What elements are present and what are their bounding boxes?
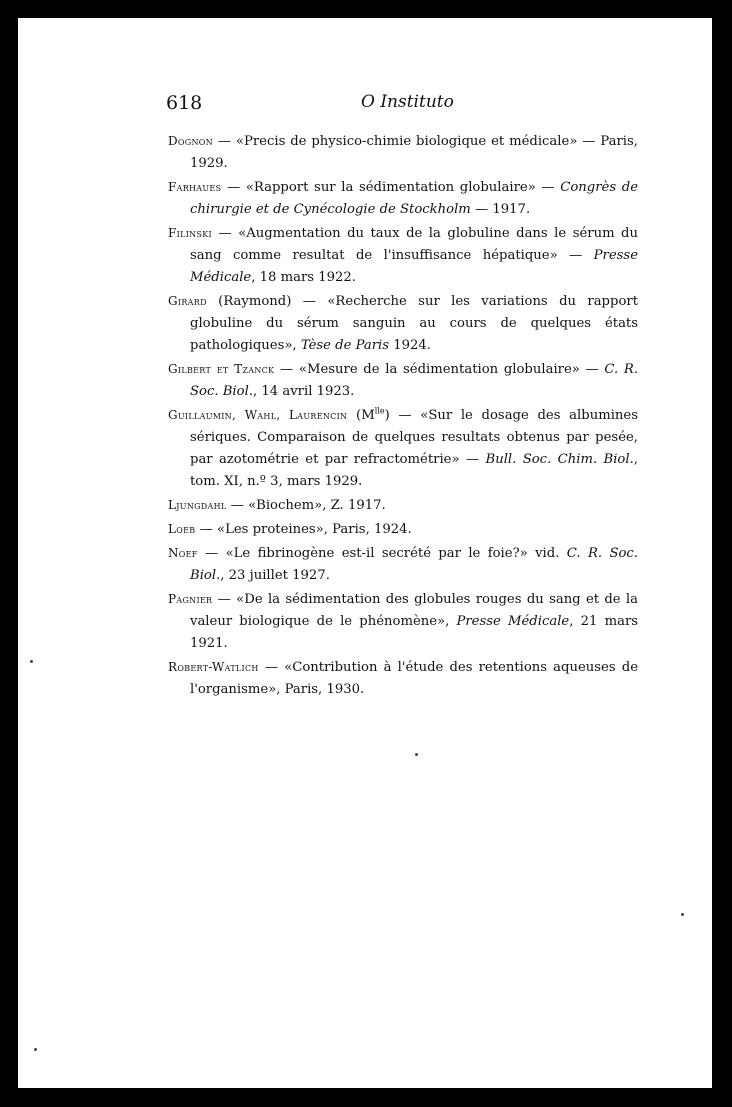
reference-text: (Raymond) — «Recherche sur les variations du rapport globuline du sérum sanguin au cours de quelques états pathologiques», — [190, 294, 638, 353]
reference-entry — [168, 518, 638, 541]
reference-text: — «Mesure de la sédimentation globulaire» — — [274, 362, 605, 377]
reference-source-title: Congrès de chirurgie et de Cynécologie de Stockholm — [190, 180, 638, 217]
print-speck — [30, 660, 33, 663]
reference-text: — «Les proteines», Paris, 1924. — [195, 522, 412, 537]
reference-text: — «Biochem», Z. 1917. — [226, 498, 386, 513]
reference-author: Farhaues — [168, 180, 222, 194]
document-page — [18, 18, 712, 1088]
reference-text: (M — [347, 408, 375, 423]
reference-source-title: Bull. Soc. Chim. Biol. — [485, 452, 634, 467]
reference-source-title: Presse Médicale — [456, 614, 570, 629]
reference-entry — [168, 542, 638, 587]
print-speck — [681, 913, 684, 916]
reference-author: Girard — [168, 294, 207, 308]
reference-entry — [168, 494, 638, 517]
reference-text: , 21 mars 1921. — [190, 614, 639, 651]
reference-entry — [168, 588, 638, 655]
reference-author: Noef — [168, 546, 198, 560]
reference-text: lle — [374, 406, 385, 416]
reference-source-title: Tèse de Paris — [300, 338, 390, 353]
reference-entry — [168, 358, 638, 403]
reference-source-title: C. R. Soc. Biol. — [190, 546, 638, 583]
reference-source-title: Presse Médicale — [190, 248, 638, 285]
bibliography-list — [168, 130, 638, 702]
print-speck — [415, 753, 418, 756]
print-speck — [34, 1048, 37, 1051]
reference-author: Robert-Watlich — [168, 660, 259, 674]
reference-entry — [168, 176, 638, 221]
reference-text: , 14 avril 1923. — [253, 384, 355, 399]
reference-entry — [168, 290, 638, 357]
reference-text: , tom. XI, n.º 3, mars 1929. — [190, 452, 638, 489]
reference-author: Gilbert et Tzanck — [168, 362, 275, 376]
reference-author: Pagnier — [168, 592, 213, 606]
reference-entry — [168, 222, 638, 289]
reference-author: Guillaumin, Wahl, Laurencin — [168, 408, 348, 422]
page-number: 618 — [166, 92, 203, 114]
reference-text: — «Rapport sur la sédimentation globulaire» — — [221, 180, 561, 195]
reference-entry — [168, 404, 638, 493]
reference-text: — «Precis de physico-chimie biologique et médicale» — Paris, 1929. — [190, 134, 638, 171]
reference-text: — «Le fibrinogène est-il secrété par le foie?» vid. — [197, 546, 567, 561]
running-title: O Instituto — [361, 92, 454, 112]
reference-author: Dognon — [168, 134, 213, 148]
reference-author: Loeb — [168, 522, 196, 536]
reference-entry — [168, 656, 638, 701]
reference-text: — «Augmentation du taux de la globuline dans le sérum du sang comme resultat de l'insuffisance hépatique» — — [190, 226, 638, 263]
reference-entry — [168, 130, 638, 175]
reference-text: — 1917. — [470, 202, 531, 217]
reference-author: Filinski — [168, 226, 212, 240]
page-header — [18, 92, 712, 122]
reference-text: — «Contribution à l'étude des retentions aqueuses de l'organisme», Paris, 1930. — [190, 660, 638, 697]
reference-text: — «De la sédimentation des globules rouges du sang et de la valeur biologique de le phénomène», — [190, 592, 638, 629]
reference-author: Ljungdahl — [168, 498, 227, 512]
reference-text: 1924. — [389, 338, 431, 353]
reference-text: ) — «Sur le dosage des albumines sériques. Comparaison de quelques resultats obtenus par pesée, par azotométrie et par refractométrie» — — [190, 408, 638, 467]
reference-text: , 23 juillet 1927. — [220, 568, 330, 583]
reference-source-title: C. R. Soc. Biol. — [190, 362, 639, 399]
reference-text: , 18 mars 1922. — [251, 270, 356, 285]
